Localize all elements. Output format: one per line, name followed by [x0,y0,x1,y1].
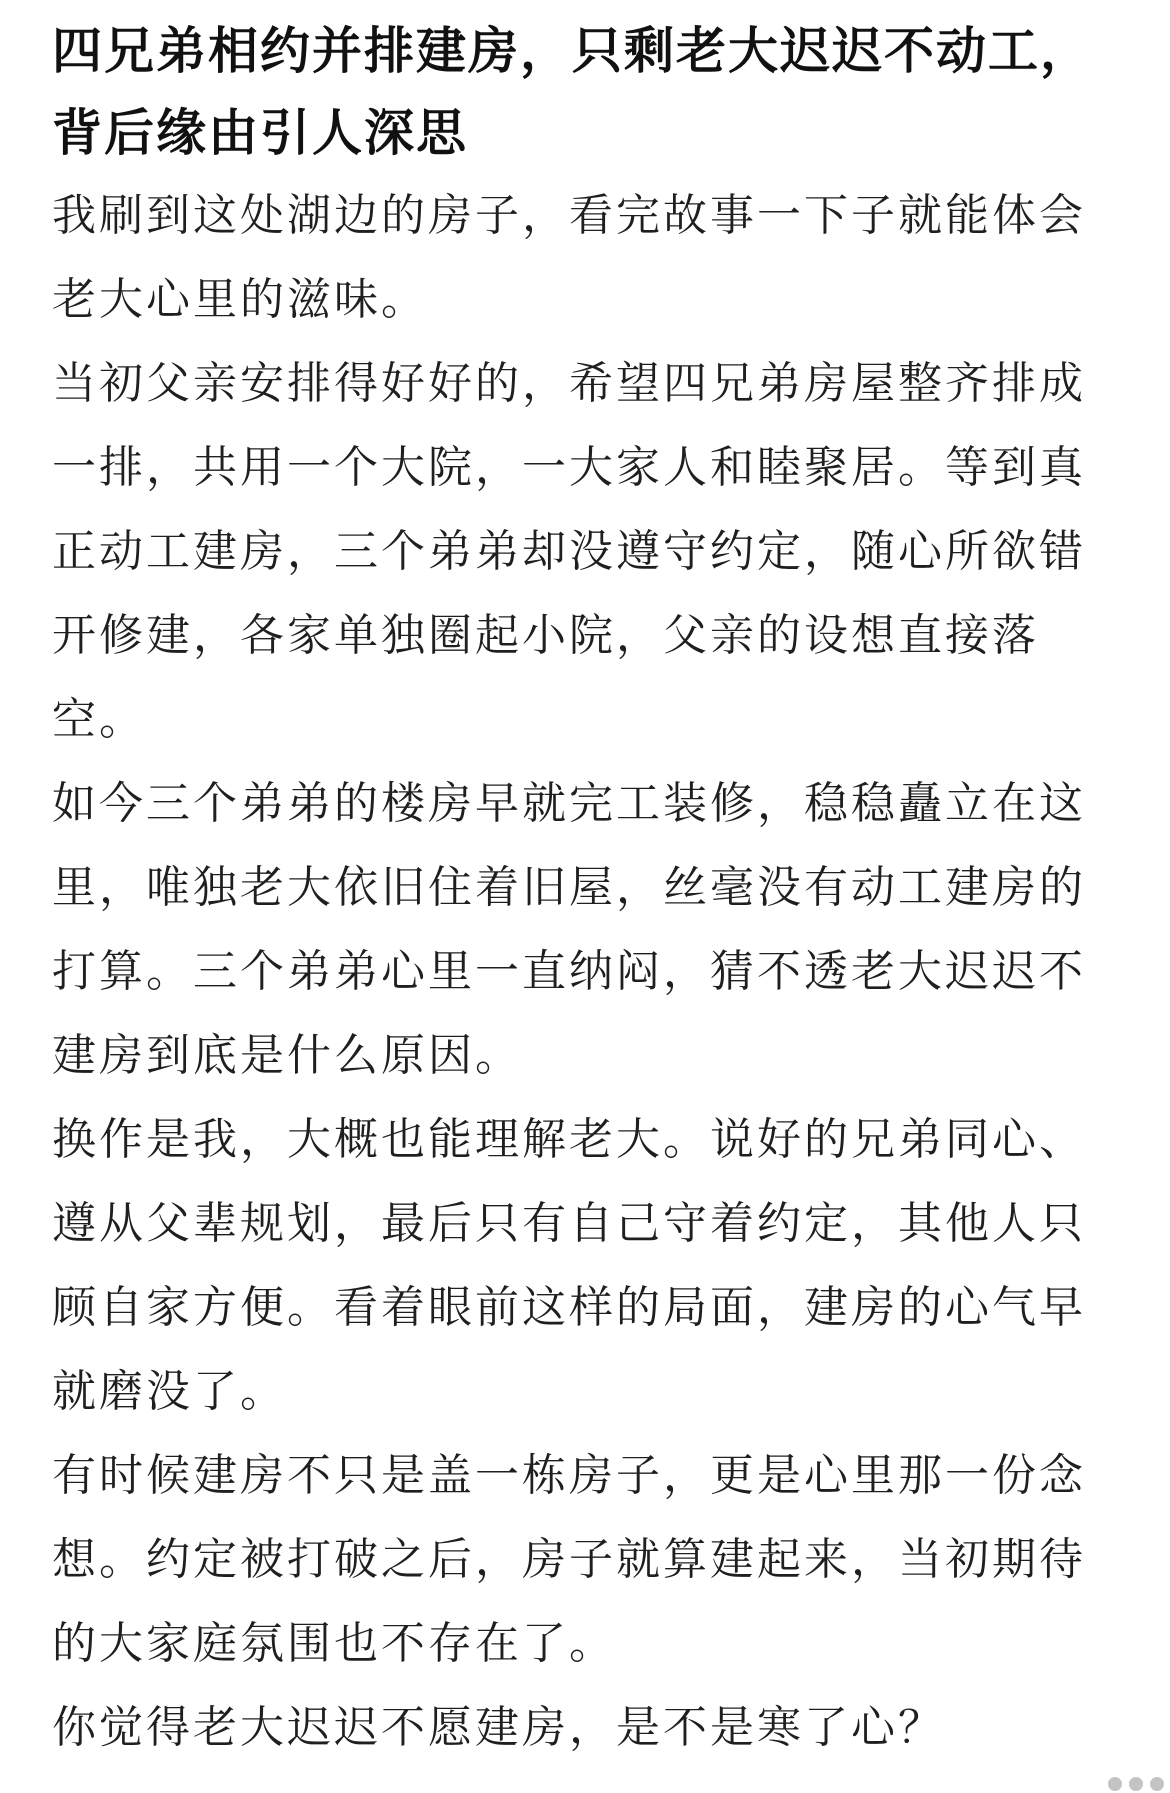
more-dots-icon [1108,1777,1164,1791]
dot [1129,1777,1143,1791]
paragraph-4: 换作是我，大概也能理解老大。说好的兄弟同心、遵从父辈规划，最后只有自己守着约定，其他人只顾自家方便。看着眼前这样的局面，建房的心气早就磨没了。 [52,1114,1086,1417]
dot [1108,1777,1122,1791]
dot [1150,1777,1164,1791]
paragraph-6: 你觉得老大迟迟不愿建房，是不是寒了心？ [52,1702,945,1753]
article-title: 四兄弟相约并排建房，只剩老大迟迟不动工，背后缘由引人深思 [52,22,1092,162]
paragraph-2: 当初父亲安排得好好的，希望四兄弟房屋整齐排成一排，共用一个大院，一大家人和睦聚居。等到真正动工建房，三个弟弟却没遵守约定，随心所欲错开修建，各家单独圈起小院，父亲的设想直接落空。 [52,358,1086,745]
article [52,10,1120,1770]
paragraph-3: 如今三个弟弟的楼房早就完工装修，稳稳矗立在这里，唯独老大依旧住着旧屋，丝毫没有动工建房的打算。三个弟弟心里一直纳闷，猜不透老大迟迟不建房到底是什么原因。 [52,778,1086,1081]
paragraph-5: 有时候建房不只是盖一栋房子，更是心里那一份念想。约定被打破之后，房子就算建起来，当初期待的大家庭氛围也不存在了。 [52,1450,1086,1669]
paragraph-1: 我刷到这处湖边的房子，看完故事一下子就能体会老大心里的滋味。 [52,190,1086,325]
